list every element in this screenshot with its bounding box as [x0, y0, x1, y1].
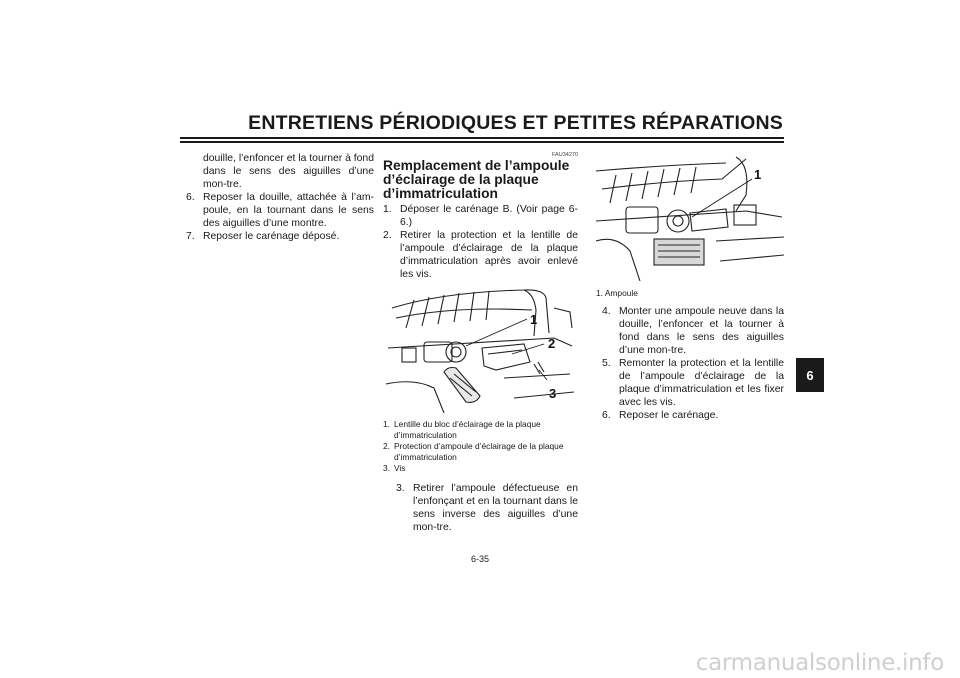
caption-item — [383, 419, 578, 441]
step-number: 6. — [602, 410, 611, 421]
figure-caption-bulb: 1. Ampoule — [596, 288, 638, 298]
license-light-illustration — [384, 288, 577, 413]
chapter-tab — [796, 358, 824, 392]
page-title: ENTRETIENS PÉRIODIQUES ET PETITES RÉPARATIONS — [248, 112, 783, 134]
callout-1: 1 — [754, 167, 762, 182]
step-text: Retirer la protection et la lentille de l’ampoule d’éclairage de la plaque d’immatriculation après avoir enlevé les vis. — [400, 230, 578, 280]
caption-number: 2. — [383, 441, 390, 451]
step-number: 4. — [602, 306, 611, 317]
figure-captions — [383, 419, 578, 474]
callout-1: 1 — [530, 312, 538, 327]
list-item — [383, 229, 578, 281]
caption-number: 3. — [383, 463, 390, 473]
step-number: 1. — [383, 204, 392, 215]
column-right — [596, 305, 784, 422]
list-item — [383, 482, 578, 534]
list-item — [186, 230, 374, 243]
step-number: 5. — [602, 358, 611, 369]
caption-text: Protection d’ampoule d’éclairage de la plaque d’immatriculation — [394, 441, 564, 462]
caption-item — [383, 463, 578, 474]
caption-text: Vis — [394, 463, 406, 473]
page-number: 6-35 — [470, 554, 489, 564]
section-title: Remplacement de l’ampoule d’éclairage de la plaque d’immatriculation — [383, 158, 570, 201]
figure-license-light-cover — [384, 288, 577, 413]
step-text: Reposer la douille, attachée à l’am-poule, en la tournant dans le sens des aiguilles d’une montre. — [203, 192, 374, 229]
header-rule-top — [180, 137, 784, 139]
list-item — [383, 203, 578, 229]
list-item — [186, 191, 374, 230]
step-number: 3. — [396, 483, 405, 494]
caption-number: 1. — [383, 419, 390, 429]
bulb-illustration — [596, 155, 784, 281]
list-item — [596, 305, 784, 357]
section-code: FAU34270 — [552, 152, 578, 158]
figure-bulb — [596, 155, 784, 281]
continued-text: douille, l’enfoncer et la tourner à fond dans le sens des aiguilles d’une mon-tre. — [203, 153, 374, 190]
step-number: 6. — [186, 192, 195, 203]
caption-item — [383, 441, 578, 463]
caption-text: Lentille du bloc d’éclairage de la plaque d’immatriculation — [394, 419, 541, 440]
step-text: Reposer le carénage. — [619, 410, 719, 421]
watermark: carmanualsonline.info — [695, 650, 944, 676]
step-text: Remonter la protection et la lentille de l’ampoule d’éclairage de la plaque d’immatriculation et les fixer avec les vis. — [619, 358, 784, 408]
callout-2: 2 — [548, 336, 556, 351]
callout-3: 3 — [549, 386, 557, 401]
header-rule-bottom — [180, 141, 784, 143]
list-item — [596, 357, 784, 409]
chapter-number: 6 — [806, 367, 814, 383]
step-text: Déposer le carénage B. (Voir page 6-6.) — [400, 204, 578, 228]
step-number: 7. — [186, 231, 195, 242]
step-text: Monter une ampoule neuve dans la douille, l’enfoncer et la tourner à fond dans le sens des aiguilles d’une mon-tre. — [619, 306, 784, 356]
step-number: 2. — [383, 230, 392, 241]
list-item — [596, 409, 784, 422]
column-left — [186, 152, 374, 243]
step-text: Reposer le carénage déposé. — [203, 231, 340, 242]
step-text: Retirer l’ampoule défectueuse en l’enfonçant et en la tournant dans le sens inverse des aiguilles d’une mon-tre. — [413, 483, 578, 533]
